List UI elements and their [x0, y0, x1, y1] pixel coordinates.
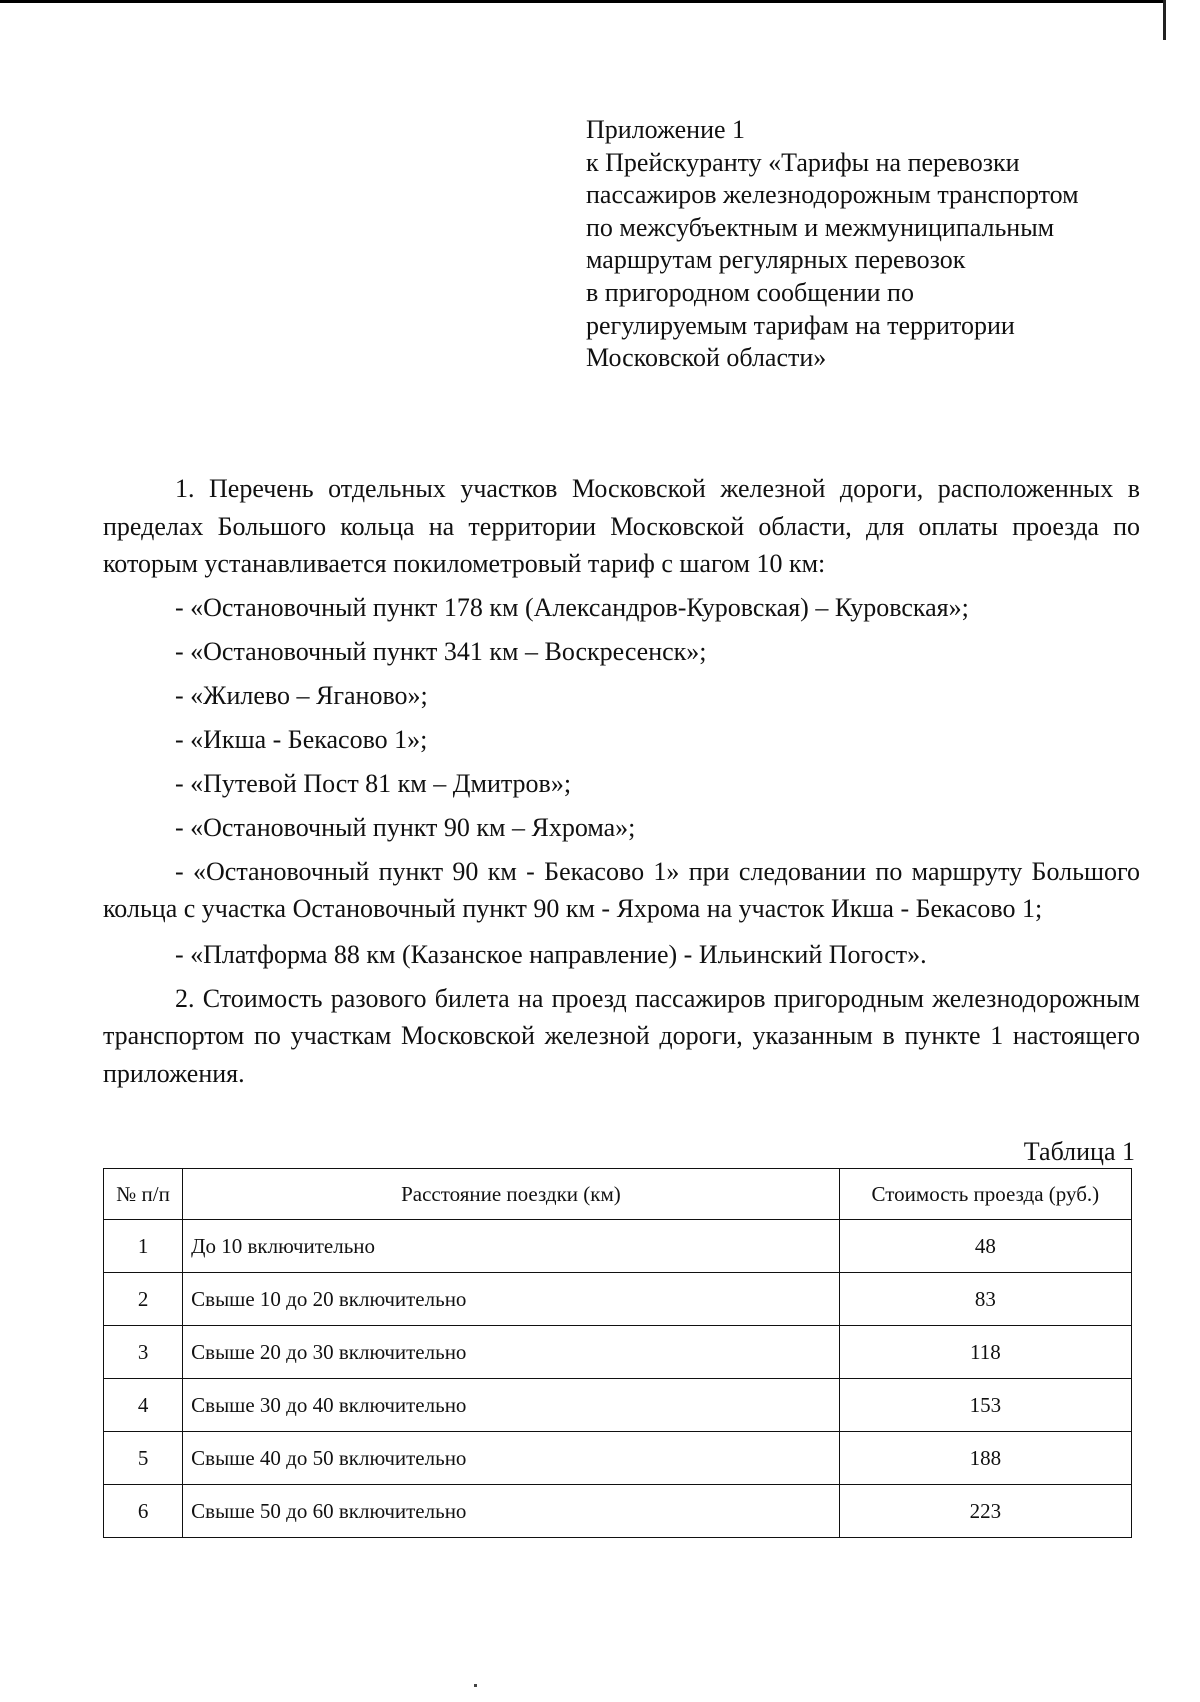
row-number-cell: 3 [104, 1326, 183, 1379]
table-row [104, 1379, 1132, 1432]
section-list-item: - «Платформа 88 км (Казанское направление) - Ильинский Погост». [175, 939, 927, 969]
distance-cell: Свыше 40 до 50 включительно [183, 1432, 840, 1485]
scan-speck [474, 1684, 477, 1687]
table-row [104, 1485, 1132, 1538]
cost-cell: 48 [839, 1220, 1131, 1273]
distance-cell: Свыше 20 до 30 включительно [183, 1326, 840, 1379]
section-list-item: - «Остановочный пункт 90 км - Бекасово 1» при следовании по маршруту Большого кольца с участка Остановочный пункт 90 км - Яхрома на участок Икша - Бекасово 1; [103, 856, 1140, 923]
section-list-item: - «Жилево – Яганово»; [175, 680, 428, 710]
table-row [104, 1273, 1132, 1326]
cost-cell: 188 [839, 1432, 1131, 1485]
section-list-item: - «Остановочный пункт 178 км (Александров-Куровская) – Куровская»; [175, 592, 969, 622]
fare-table [103, 1168, 1132, 1538]
row-number-cell: 4 [104, 1379, 183, 1432]
annex-line: по межсубъектным и межмуниципальным [586, 212, 1055, 242]
section-list-item: - «Остановочный пункт 341 км – Воскресенск»; [175, 636, 707, 666]
table-header-row [104, 1169, 1132, 1220]
cost-cell: 118 [839, 1326, 1131, 1379]
row-number-cell: 5 [104, 1432, 183, 1485]
annex-line: в пригородном сообщении по [586, 277, 914, 307]
annex-line: пассажиров железнодорожным транспортом [586, 180, 1079, 210]
row-number-cell: 2 [104, 1273, 183, 1326]
section-1-intro: 1. Перечень отдельных участков Московской железной дороги, расположенных в пределах Большого кольца на территории Московской области, для оплаты проезда по которым устанавливается покилометровый тариф с шагом 10 км: [103, 474, 1140, 578]
table-row [104, 1326, 1132, 1379]
distance-cell: До 10 включительно [183, 1220, 840, 1273]
section-list-item: - «Остановочный пункт 90 км – Яхрома»; [175, 812, 636, 842]
distance-cell: Свыше 50 до 60 включительно [183, 1485, 840, 1538]
column-header: Стоимость проезда (руб.) [839, 1169, 1131, 1220]
annex-line: маршрутам регулярных перевозок [586, 245, 966, 275]
scan-edge-mark [1163, 0, 1166, 40]
column-header: № п/п [104, 1169, 183, 1220]
section-list-item: - «Икша - Бекасово 1»; [175, 724, 428, 754]
annex-line: регулируемым тарифам на территории [586, 310, 1015, 340]
page-top-rule [0, 0, 1165, 3]
table-row [104, 1220, 1132, 1273]
cost-cell: 223 [839, 1485, 1131, 1538]
column-header: Расстояние поездки (км) [183, 1169, 840, 1220]
row-number-cell: 1 [104, 1220, 183, 1273]
document-body [103, 470, 1140, 1092]
section-list-item: - «Путевой Пост 81 км – Дмитров»; [175, 768, 572, 798]
table-caption: Таблица 1 [1023, 1137, 1135, 1166]
distance-cell: Свыше 30 до 40 включительно [183, 1379, 840, 1432]
cost-cell: 83 [839, 1273, 1131, 1326]
distance-cell: Свыше 10 до 20 включительно [183, 1273, 840, 1326]
annex-line: Приложение 1 [586, 115, 746, 144]
cost-cell: 153 [839, 1379, 1131, 1432]
annex-header [586, 114, 1146, 375]
annex-line: Московской области» [586, 343, 827, 373]
row-number-cell: 6 [104, 1485, 183, 1538]
section-2-text: 2. Стоимость разового билета на проезд пассажиров пригородным железнодорожным транспортом по участкам Московской железной дороги, указанным в пункте 1 настоящего приложения. [103, 983, 1140, 1088]
table-row [104, 1432, 1132, 1485]
annex-line: к Прейскуранту «Тарифы на перевозки [586, 147, 1020, 177]
